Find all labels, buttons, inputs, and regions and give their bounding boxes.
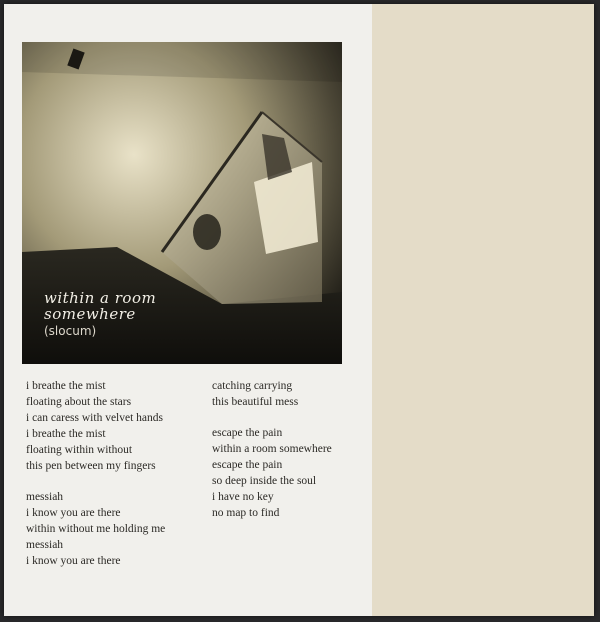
album-title-line2: somewhere <box>44 305 136 323</box>
lyric-line: this pen between my fingers <box>26 460 156 472</box>
lyric-line: catching carrying <box>212 380 293 392</box>
album-photo <box>22 42 342 364</box>
left-page <box>4 4 372 616</box>
lyric-line: i can caress with velvet hands <box>26 412 163 424</box>
album-title <box>44 290 156 322</box>
lyric-line: no map to find <box>212 507 280 519</box>
lyric-line: so deep inside the soul <box>212 475 317 487</box>
lyrics-column-left <box>26 378 165 584</box>
lyric-line: floating within without <box>26 444 133 456</box>
lyric-line: floating about the stars <box>26 396 132 408</box>
lyric-line: this beautiful mess <box>212 396 299 408</box>
lyric-line: messiah <box>26 539 64 551</box>
stanza <box>212 425 332 521</box>
booklet <box>4 4 594 616</box>
lyric-line: i breathe the mist <box>26 380 106 392</box>
lyric-line: escape the pain <box>212 427 283 439</box>
lyric-line: escape the pain <box>212 459 283 471</box>
stanza <box>26 378 165 474</box>
album-artist: (slocum) <box>44 324 97 338</box>
stanza <box>212 378 332 410</box>
lyric-line: within a room somewhere <box>212 443 332 455</box>
lyric-line: within without me holding me <box>26 523 166 535</box>
stanza <box>26 489 165 569</box>
album-title-line1: within a room <box>44 289 157 307</box>
lyric-line: i breathe the mist <box>26 428 106 440</box>
lyric-line: i know you are there <box>26 507 121 519</box>
lyric-line: messiah <box>26 491 64 503</box>
lyrics-column-middle <box>212 378 332 536</box>
lyric-line: i have no key <box>212 491 274 503</box>
right-page <box>372 4 594 616</box>
lyric-line: i know you are there <box>26 555 121 567</box>
